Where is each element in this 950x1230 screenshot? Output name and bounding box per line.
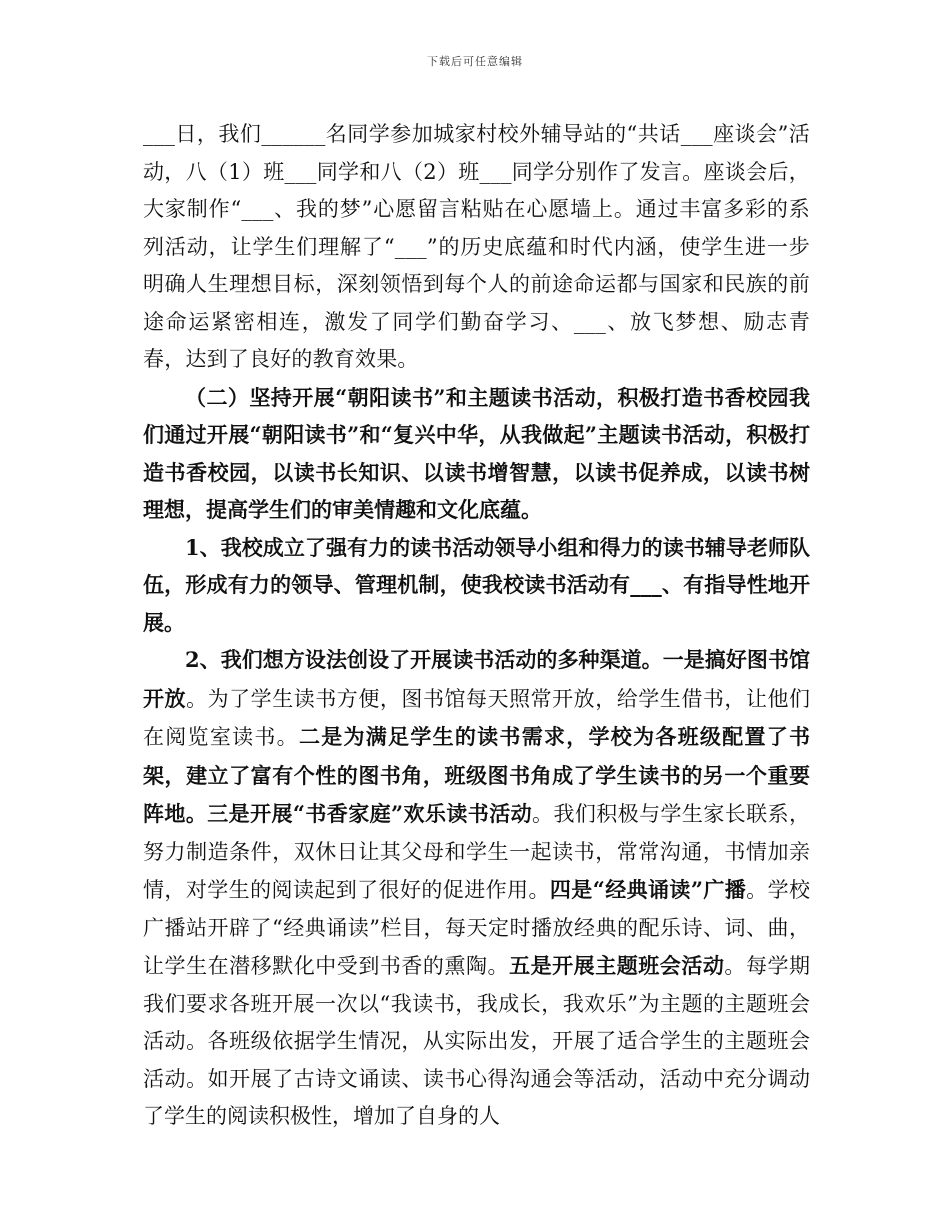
item-2-text-e: 。学校广播站开辟了“经典诵读”栏目，每天定时播放经典的配乐诗、词、曲，让学生在潜移默化中受到书香的熏陶。: [143, 878, 810, 978]
item-2-text-a: 。为了学生读书方便，图书馆每天照常开放，给学生借书，让他们在阅览室读书。: [143, 686, 811, 749]
item-2-bold-b: 二是为满足学生的读书需求，学校为各班级配置了书架，建立了富有个性的图书角，班级图书角成了学生读书的另一个重要阵地。三是开展“书香家庭”欢乐读书活动: [143, 724, 811, 826]
item-2-text-c: 。我们积极与学生家长联系，努力制造条件，双休日让其父母和学生一起读书，常常沟通，书情加亲情，对学生的阅读起到了很好的促进作用。: [143, 802, 810, 902]
item-2-bold-f: 五是开展主题班会活动: [509, 953, 725, 978]
item-2-text-g: 。每学期我们要求各班开展一次以“我读书，我成长，我欢乐”为主题的主题班会活动。各班级依据学生情况，从实际出发，开展了适合学生的主题班会活动。如开展了古诗文诵读、读书心得沟通会等活动，活动中充分调动了学生的阅读积极性，增加了自身的人: [143, 954, 811, 1128]
document-body: [143, 116, 810, 1136]
section-heading-reading-activities: （二）坚持开展“朝阳读书”和主题读书活动，积极打造书香校园我们通过开展“朝阳读书”和“复兴中华，从我做起”主题读书活动，积极打造书香校园，以读书长知识、以读书增智慧，以读书促养成，以读书树理想，提高学生们的审美情趣和文化底蕴。: [143, 384, 810, 522]
paragraph-activity-summary: ___日，我们______名同学参加城家村校外辅导站的“共话___座谈会”活动，八（1）班___同学和八（2）班___同学分别作了发言。座谈会后，大家制作“___、我的梦”心愿留言粘贴在心愿墙上。通过丰富多彩的系列活动，让学生们理解了“___”的历史底蕴和时代内涵，使学生进一步明确人生理想目标，深刻领悟到每个人的前途命运都与国家和民族的前途命运紧密相连，激发了同学们勤奋学习、___、放飞梦想、励志青春，达到了良好的教育效果。: [143, 122, 810, 371]
paragraph-item-2: [143, 641, 810, 1136]
item-2-bold-d: 四是“经典诵读”广播: [549, 877, 747, 902]
page-header-note: 下载后可任意编辑: [427, 55, 523, 68]
paragraph-item-1: 1、我校成立了强有力的读书活动领导小组和得力的读书辅导老师队伍，形成有力的领导、管理机制，使我校读书活动有___、有指导性地开展。: [143, 534, 810, 635]
item-2-lead-bold: 2、我们想方设法创设了开展读书活动的多种渠道。一是搞好图书馆开放: [143, 647, 810, 711]
